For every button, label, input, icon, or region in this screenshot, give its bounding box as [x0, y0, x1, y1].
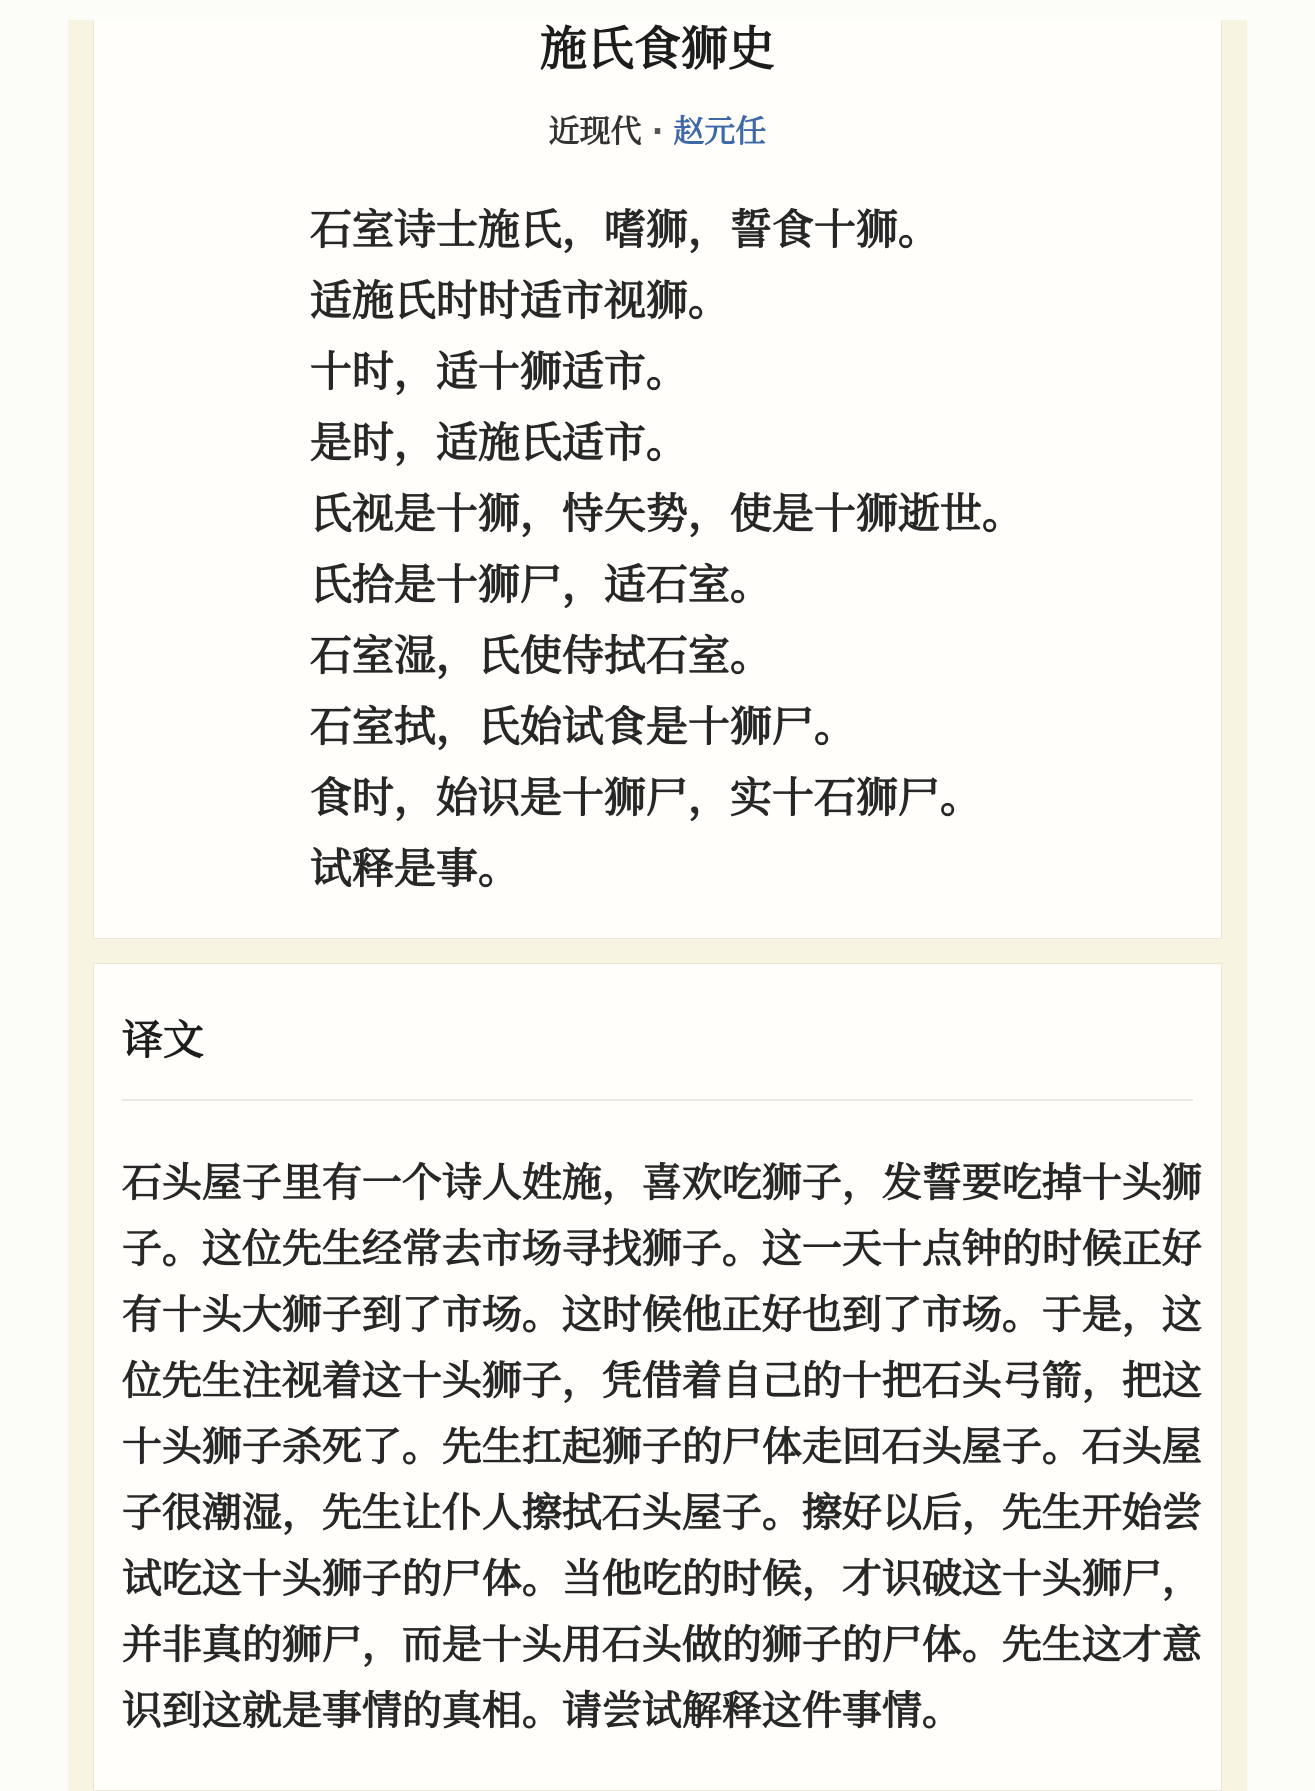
poem-line: 氏拾是十狮尸，适石室。: [310, 560, 773, 609]
translation-line: 子。这位先生经常去市场寻找狮子。这一天十点钟的时候正好: [122, 1226, 1202, 1272]
poem-line: 适施氏时时适市视狮。: [310, 276, 731, 325]
translation-line: 识到这就是事情的真相。请尝试解释这件事情。: [122, 1688, 962, 1734]
translation-line: 石头屋子里有一个诗人姓施，喜欢吃狮子，发誓要吃掉十头狮: [122, 1160, 1202, 1206]
poem-line: 石室湿，氏使侍拭石室。: [310, 631, 773, 680]
poem-card: [93, 20, 1222, 939]
poem-line: 氏视是十狮，恃矢势，使是十狮逝世。: [310, 489, 1025, 538]
poem-line: 石室拭，氏始试食是十狮尸。: [310, 702, 857, 751]
translation-line: 子很潮湿，先生让仆人擦拭石头屋子。擦好以后，先生开始尝: [122, 1490, 1202, 1536]
poem-line: 试释是事。: [310, 844, 521, 893]
poem-line: 是时，适施氏适市。: [310, 418, 689, 467]
author-link[interactable]: 赵元任: [673, 114, 767, 150]
content-column: [68, 20, 1247, 1791]
poem-byline: [94, 112, 1221, 152]
poem-body: [310, 194, 1221, 904]
section-divider: [122, 1099, 1193, 1101]
translation-line: 位先生注视着这十头狮子，凭借着自己的十把石头弓箭，把这: [122, 1358, 1202, 1404]
translation-line: 并非真的狮尸，而是十头用石头做的狮子的尸体。先生这才意: [122, 1622, 1202, 1668]
era-label: 近现代: [548, 114, 642, 150]
card-gap: [93, 939, 1222, 963]
poem-line: 食时，始识是十狮尸，实十石狮尸。: [310, 773, 983, 822]
poem-line: 石室诗士施氏，嗜狮，誓食十狮。: [310, 205, 941, 254]
translation-body: [122, 1150, 1202, 1744]
translation-line: 有十头大狮子到了市场。这时候他正好也到了市场。于是，这: [122, 1292, 1202, 1338]
translation-heading: 译文: [122, 1016, 204, 1064]
poem-line: 十时，适十狮适市。: [310, 347, 689, 396]
translation-line: 试吃这十头狮子的尸体。当他吃的时候，才识破这十头狮尸，: [122, 1556, 1202, 1602]
translation-line: 十头狮子杀死了。先生扛起狮子的尸体走回石头屋子。石头屋: [122, 1424, 1202, 1470]
byline-separator: ·: [651, 114, 664, 150]
translation-card: [93, 963, 1222, 1791]
poem-title: 施氏食狮史: [540, 22, 775, 77]
